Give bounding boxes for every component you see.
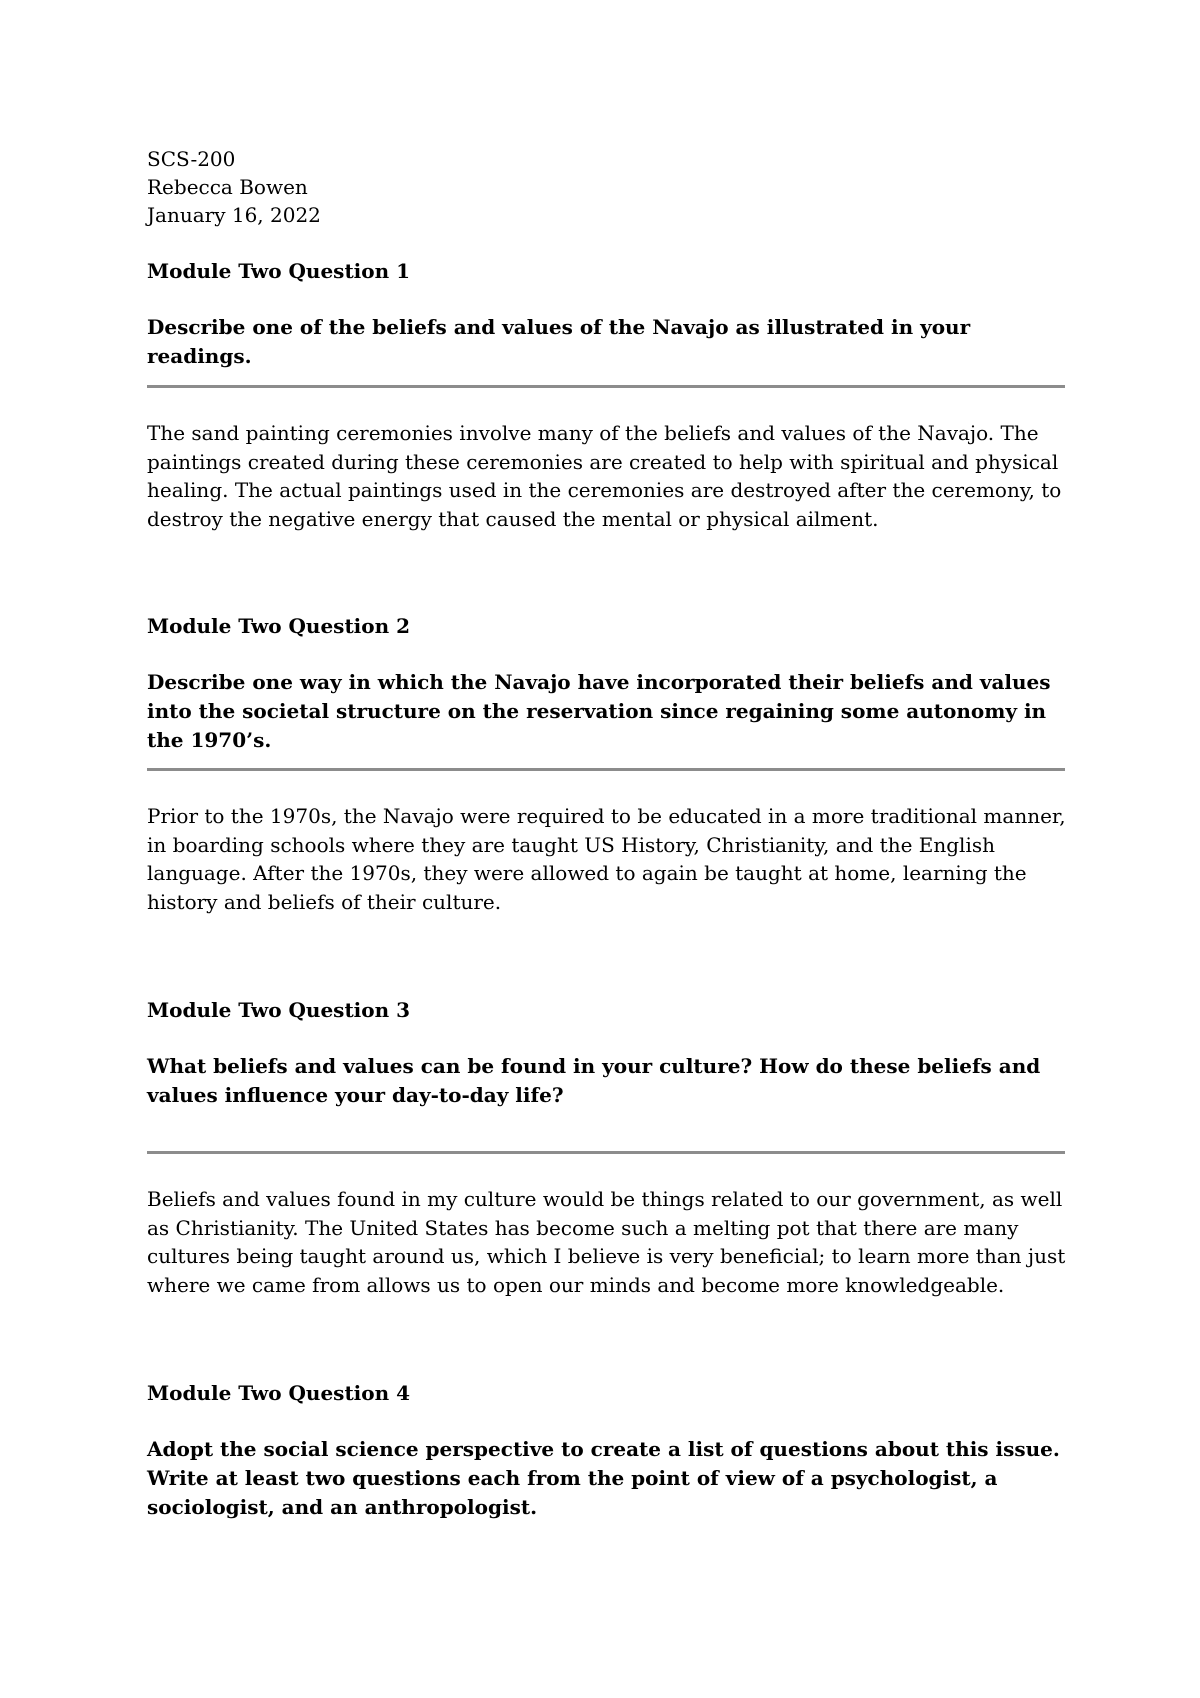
answer-block-2: [147, 802, 1067, 916]
answer-text: Beliefs and values found in my culture would be things related to our government, as well as Christianity. The United States has become such a melting pot that there are many cultures being taught around us, which I believe is very beneficial; to learn more than just where we came from allows us to open our minds and become more knowledgeable.: [147, 1187, 1066, 1297]
question-text: What beliefs and values can be found in your culture? How do these beliefs and values influence your day-to-day life?: [147, 1054, 1041, 1107]
answer-text: Prior to the 1970s, the Navajo were required to be educated in a more traditional manner, in boarding schools where they are taught US History, Christianity, and the English language. After the 1970s, they were allowed to again be taught at home, learning the history and beliefs of their culture.: [147, 804, 1066, 914]
course-code: SCS-200: [147, 147, 236, 171]
document-date: January 16, 2022: [147, 203, 321, 227]
section-divider: [147, 1151, 1065, 1154]
question-block-2: [147, 668, 1067, 755]
module-section-2: [147, 612, 1067, 640]
question-text: Adopt the social science perspective to create a list of questions about this issue. Write at least two questions each from the point of view of a psychologist, a sociologist, and an anthropologist.: [147, 1437, 1060, 1519]
divider-2: [147, 768, 1067, 771]
answer-block-1: [147, 419, 1067, 533]
section-divider: [147, 768, 1065, 771]
module-section-1: [147, 257, 1067, 285]
module-section-3: [147, 996, 1067, 1024]
section-divider: [147, 385, 1065, 388]
module-title: Module Two Question 4: [147, 1381, 411, 1405]
module-title: Module Two Question 2: [147, 614, 411, 638]
answer-text: The sand painting ceremonies involve many of the beliefs and values of the Navajo. The paintings created during these ceremonies are created to help with spiritual and physical healing. The actual paintings used in the ceremonies are destroyed after the ceremony, to destroy the negative energy that caused the mental or physical ailment.: [147, 421, 1062, 531]
answer-block-3: [147, 1185, 1067, 1299]
module-section-4: [147, 1379, 1067, 1407]
divider-3: [147, 1151, 1067, 1154]
question-text: Describe one of the beliefs and values of the Navajo as illustrated in your readings.: [147, 315, 971, 368]
question-text: Describe one way in which the Navajo have incorporated their beliefs and values into the societal structure on the reservation since regaining some autonomy in the 1970’s.: [147, 670, 1051, 752]
module-title: Module Two Question 3: [147, 998, 411, 1022]
document-header: [147, 145, 1067, 229]
author-name: Rebecca Bowen: [147, 175, 308, 199]
question-block-4: [147, 1435, 1067, 1522]
question-block-1: [147, 313, 1067, 371]
divider-1: [147, 385, 1067, 388]
module-title: Module Two Question 1: [147, 259, 411, 283]
question-block-3: [147, 1052, 1067, 1110]
